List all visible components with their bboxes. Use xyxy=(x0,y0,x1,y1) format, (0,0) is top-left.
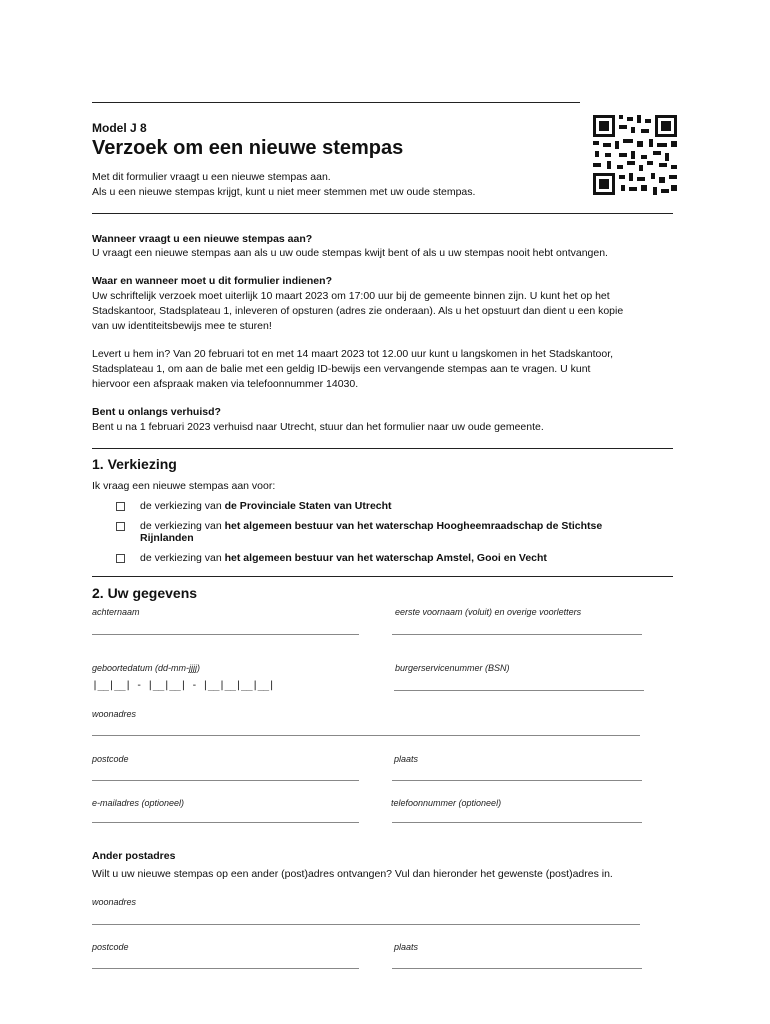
qr-code-icon xyxy=(593,115,677,195)
label-email: e-mailadres (optioneel) xyxy=(92,798,185,808)
checkbox-provinciale-staten[interactable] xyxy=(116,502,125,511)
section1-intro: Ik vraag een nieuwe stempas aan voor: xyxy=(92,480,276,492)
intro-line-1: Met dit formulier vraagt u een nieuwe stempas aan. xyxy=(92,171,331,183)
option-prefix: de verkiezing van xyxy=(140,520,225,532)
q2-line-1: Uw schriftelijk verzoek moet uiterlijk 10 maart 2023 om 17:00 uur bij de gemeente binnen zijn. U kunt het op het xyxy=(92,290,610,302)
geboortedatum-field[interactable]: |__|__| - |__|__| - |__|__|__|__| xyxy=(92,680,275,691)
ander-plaats-field[interactable] xyxy=(392,968,642,969)
option-prefix: de verkiezing van xyxy=(140,552,225,564)
label-plaats: plaats xyxy=(394,754,419,764)
top-rule xyxy=(92,102,580,103)
q1-title: Wanneer vraagt u een nieuwe stempas aan? xyxy=(92,233,313,245)
checkbox-stichtse-rijnlanden[interactable] xyxy=(116,522,125,531)
plaats-field[interactable] xyxy=(392,780,642,781)
option-prefix: de verkiezing van xyxy=(140,500,225,512)
telefoon-field[interactable] xyxy=(392,822,642,823)
section1-title: 1. Verkiezing xyxy=(92,456,177,472)
label-voornaam: eerste voornaam (voluit) en overige voorletters xyxy=(395,607,582,617)
option-provinciale-staten xyxy=(140,500,392,512)
section1-divider xyxy=(92,448,673,449)
email-field[interactable] xyxy=(92,822,359,823)
label-ander-postcode: postcode xyxy=(92,942,129,952)
label-postcode: postcode xyxy=(92,754,129,764)
label-bsn: burgerservicenummer (BSN) xyxy=(395,663,510,673)
option-stichtse-rijnlanden xyxy=(140,520,670,544)
label-achternaam: achternaam xyxy=(92,607,140,617)
option-bold: de Provinciale Staten van Utrecht xyxy=(224,500,392,512)
q2-line-2: Stadskantoor, Stadsplateau 1, inleveren of opsturen (adres zie onderaan). Als u het opstuurt dan dient u een kopie xyxy=(92,305,624,317)
model-label: Model J 8 xyxy=(92,121,147,135)
option-bold: het algemeen bestuur van het waterschap Amstel, Gooi en Vecht xyxy=(224,552,547,564)
intro-line-2: Als u een nieuwe stempas krijgt, kunt u niet meer stemmen met uw oude stempas. xyxy=(92,186,476,198)
q4-title: Bent u onlangs verhuisd? xyxy=(92,406,221,418)
label-ander-plaats: plaats xyxy=(394,942,419,952)
ander-woonadres-field[interactable] xyxy=(92,924,640,925)
q1-text: U vraagt een nieuwe stempas aan als u uw oude stempas kwijt bent of als u uw stempas nooit hebt ontvangen. xyxy=(92,247,608,259)
q2-line-3: van uw identiteitsbewijs mee te sturen! xyxy=(92,320,272,332)
voornaam-field[interactable] xyxy=(392,634,642,635)
bsn-field[interactable] xyxy=(394,690,644,691)
checkbox-amstel-gooi-vecht[interactable] xyxy=(116,554,125,563)
postcode-field[interactable] xyxy=(92,780,359,781)
page-title: Verzoek om een nieuwe stempas xyxy=(92,137,404,159)
label-geboortedatum: geboortedatum (dd-mm-jjjj) xyxy=(92,663,201,673)
achternaam-field[interactable] xyxy=(92,634,359,635)
ander-title: Ander postadres xyxy=(92,850,176,862)
q4-text: Bent u na 1 februari 2023 verhuisd naar Utrecht, stuur dan het formulier naar uw oude gemeente. xyxy=(92,421,544,433)
header-divider xyxy=(92,213,673,214)
q2-title: Waar en wanneer moet u dit formulier indienen? xyxy=(92,275,332,287)
label-ander-woonadres: woonadres xyxy=(92,897,137,907)
section2-divider xyxy=(92,576,673,577)
ander-postcode-field[interactable] xyxy=(92,968,359,969)
label-woonadres: woonadres xyxy=(92,709,137,719)
label-telefoon: telefoonnummer (optioneel) xyxy=(391,798,502,808)
option-bold-continued: Rijnlanden xyxy=(140,532,194,544)
q3-line-3: hiervoor een afspraak maken via telefoonnummer 14030. xyxy=(92,378,359,390)
q3-line-1: Levert u hem in? Van 20 februari tot en met 14 maart 2023 tot 12.00 uur kunt u langskomen in het Stadskantoor, xyxy=(92,348,614,360)
option-amstel-gooi-vecht xyxy=(140,552,547,564)
section2-title: 2. Uw gegevens xyxy=(92,585,198,601)
ander-text: Wilt u uw nieuwe stempas op een ander (post)adres ontvangen? Vul dan hieronder het gewenste (post)adres in. xyxy=(92,868,613,880)
option-bold: het algemeen bestuur van het waterschap Hoogheemraadschap de Stichtse xyxy=(224,520,603,532)
q3-line-2: Stadsplateau 1, om aan de balie met een geldig ID-bewijs een vervangende stempas aan te vragen. U kunt xyxy=(92,363,591,375)
woonadres-field[interactable] xyxy=(92,735,640,736)
